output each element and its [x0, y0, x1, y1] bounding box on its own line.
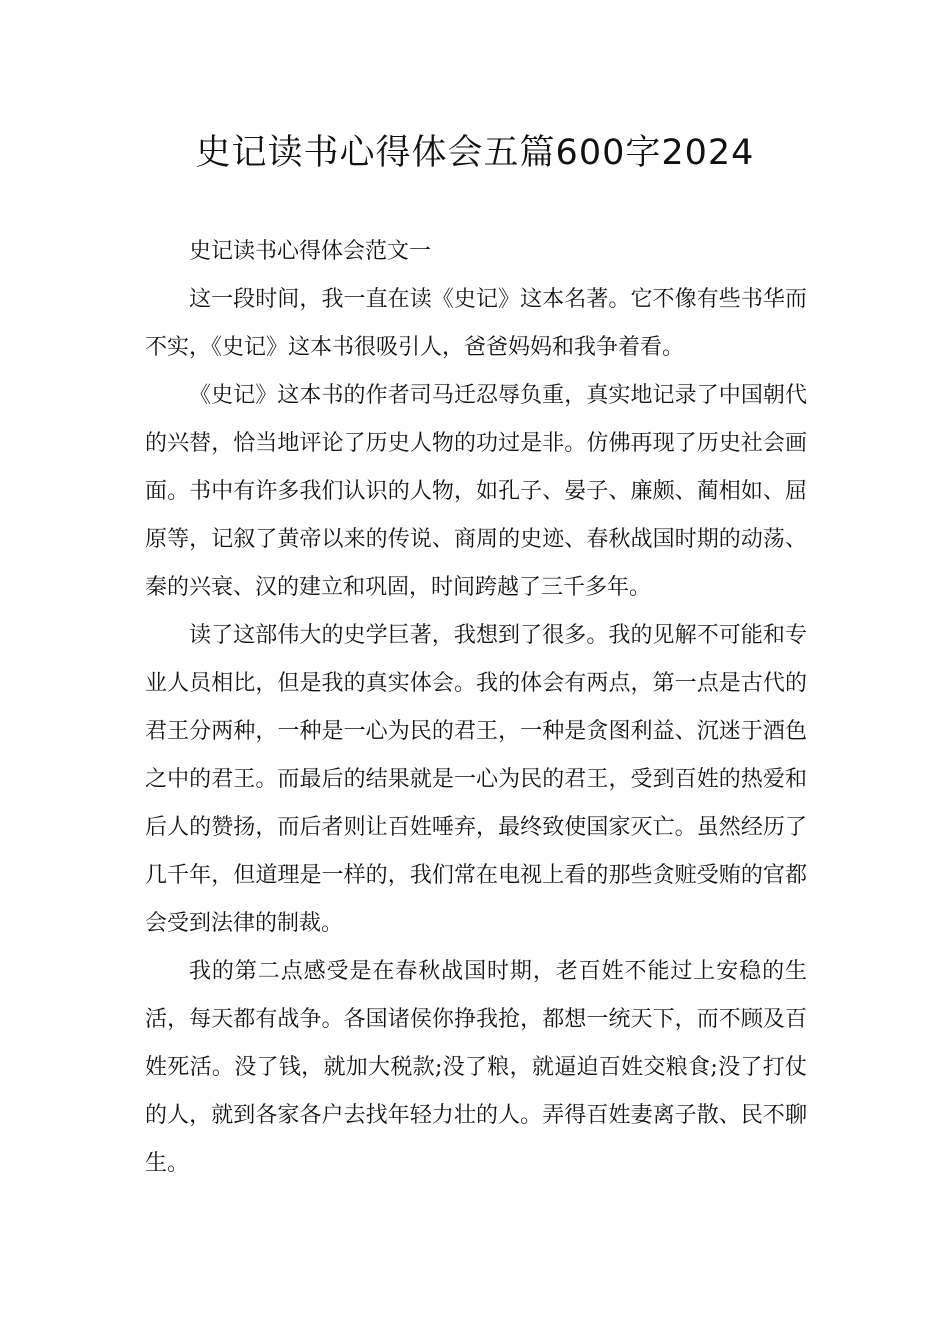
paragraph-3: 读了这部伟大的史学巨著，我想到了很多。我的见解不可能和专业人员相比，但是我的真实体会。我的体会有两点，第一点是古代的君王分两种，一种是一心为民的君王，一种是贪图利益、沉迷于酒色之中的君王。而最后的结果就是一心为民的君王，受到百姓的热爱和后人的赞扬，而后者则让百姓唾弃，最终致使国家灭亡。虽然经历了几千年，但道理是一样的，我们常在电视上看的那些贪赃受贿的官都会受到法律的制裁。 — [145, 623, 807, 936]
document-body — [145, 228, 807, 1188]
paragraph-2: 《史记》这本书的作者司马迁忍辱负重，真实地记录了中国朝代的兴替，恰当地评论了历史人物的功过是非。仿佛再现了历史社会画面。书中有许多我们认识的人物，如孔子、晏子、廉颇、蔺相如、屈原等，记叙了黄帝以来的传说、商周的史迹、春秋战国时期的动荡、秦的兴衰、汉的建立和巩固，时间跨越了三千多年。 — [145, 383, 807, 600]
paragraph-4: 我的第二点感受是在春秋战国时期，老百姓不能过上安稳的生活，每天都有战争。各国诸侯你挣我抢，都想一统天下，而不顾及百姓死活。没了钱，就加大税款;没了粮，就逼迫百姓交粮食;没了打仗的人，就到各家各户去找年轻力壮的人。弄得百姓妻离子散、民不聊生。 — [145, 959, 807, 1176]
paragraph-1: 这一段时间，我一直在读《史记》这本名著。它不像有些书华而不实，《史记》这本书很吸引人，爸爸妈妈和我争着看。 — [145, 287, 807, 360]
section-heading: 史记读书心得体会范文一 — [189, 239, 432, 264]
document-title: 史记读书心得体会五篇600字2024 — [195, 133, 755, 173]
